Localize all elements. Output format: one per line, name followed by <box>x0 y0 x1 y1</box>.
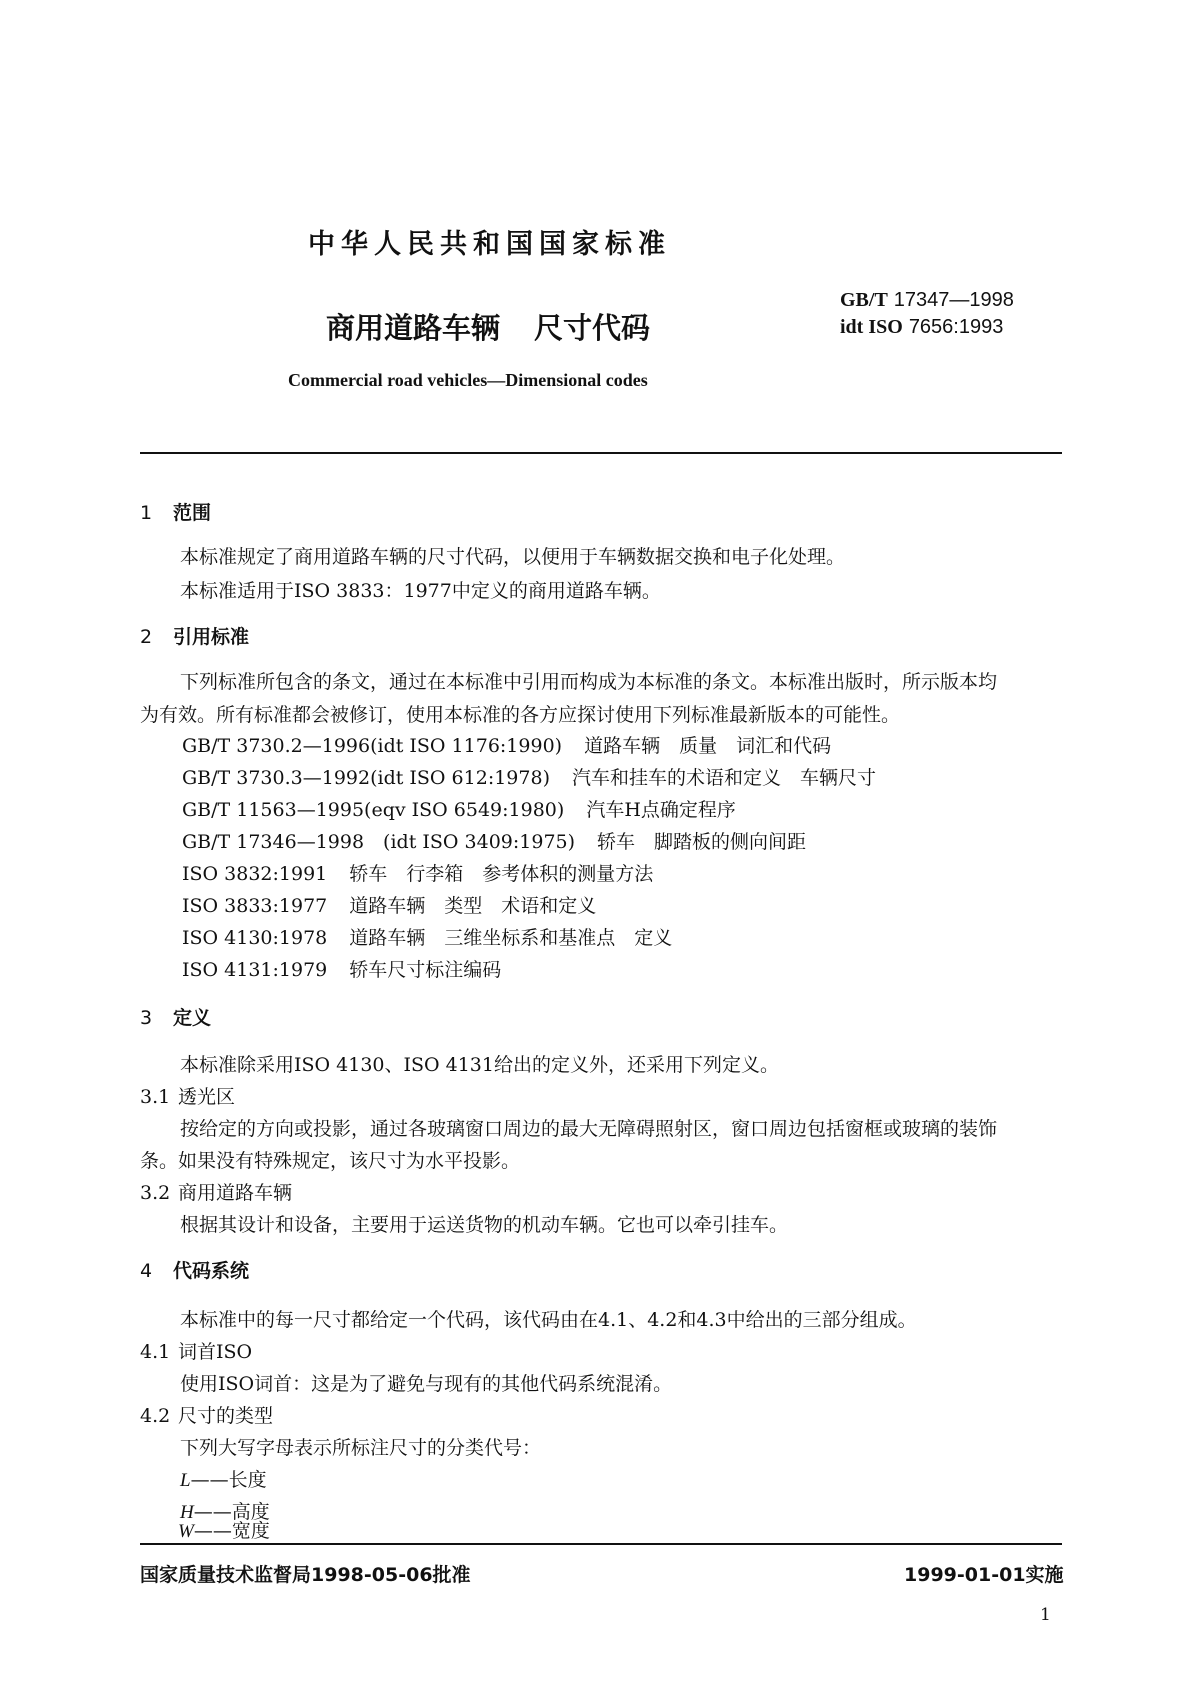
reference-code: ISO 3833:1977 <box>182 895 328 917</box>
definition-3-2-title: 商用道路车辆 <box>178 1182 293 1204</box>
reference-title: 轿车 行李箱 参考体积的测量方法 <box>349 863 654 885</box>
reference-item <box>182 795 736 822</box>
section-1-heading <box>140 498 211 525</box>
dimension-meaning: 长度 <box>228 1469 267 1491</box>
reference-item <box>182 731 831 758</box>
dimension-meaning: 高度 <box>231 1501 270 1523</box>
section-1-number: 1 <box>140 502 153 524</box>
reference-code: GB/T 3730.3—1992(idt ISO 612:1978) <box>182 767 550 789</box>
reference-code: ISO 4131:1979 <box>182 959 328 981</box>
standard-number <box>840 286 1014 313</box>
reference-item <box>182 763 876 790</box>
standard-number-block <box>840 286 1014 340</box>
header-divider <box>140 452 1062 454</box>
idt-number <box>840 313 1014 340</box>
dimension-type-item <box>178 1516 270 1543</box>
section-3-title: 定义 <box>173 1007 212 1029</box>
clause-4-2-heading <box>140 1401 273 1428</box>
definition-3-1-number: 3.1 <box>140 1086 171 1108</box>
section-2-heading <box>140 622 249 649</box>
reference-item <box>182 827 806 854</box>
implementation-line: 1999-01-01实施 <box>904 1564 1064 1586</box>
footer-divider <box>140 1543 1062 1545</box>
section-3-heading <box>140 1003 211 1030</box>
reference-item <box>182 859 653 886</box>
section-1-paragraph-1: 本标准规定了商用道路车辆的尺寸代码，以便用于车辆数据交换和电子化处理。 <box>180 546 846 568</box>
reference-title: 汽车H点确定程序 <box>586 799 736 821</box>
reference-code: ISO 4130:1978 <box>182 927 328 949</box>
definition-3-2-paragraph: 根据其设计和设备，主要用于运送货物的机动车辆。它也可以牵引挂车。 <box>180 1214 789 1236</box>
definition-3-1-heading <box>140 1082 235 1109</box>
title-part2: 尺寸代码 <box>534 311 651 345</box>
section-2-paragraph-line-1: 下列标准所包含的条文，通过在本标准中引用而构成为本标准的条文。本标准出版时，所示版本均 <box>180 671 998 693</box>
reference-code: GB/T 17346—1998 (idt ISO 3409:1975) <box>182 831 576 853</box>
dimension-type-item <box>180 1465 267 1492</box>
idt-number-value: 7656:1993 <box>908 316 1004 338</box>
section-2-paragraph-line-2: 为有效。所有标准都会被修订，使用本标准的各方应探讨使用下列标准最新版本的可能性。 <box>140 704 901 726</box>
section-1-title: 范围 <box>173 502 212 524</box>
section-4-paragraph: 本标准中的每一尺寸都给定一个代码，该代码由在4.1、4.2和4.3中给出的三部分组成。 <box>180 1309 917 1331</box>
reference-title: 汽车和挂车的术语和定义 车辆尺寸 <box>572 767 877 789</box>
english-title: Commercial road vehicles—Dimensional codes <box>288 370 648 390</box>
reference-title: 道路车辆 类型 术语和定义 <box>349 895 597 917</box>
dimension-dash: —— <box>190 1469 229 1491</box>
clause-4-2-title: 尺寸的类型 <box>178 1405 274 1427</box>
reference-code: GB/T 3730.2—1996(idt ISO 1176:1990) <box>182 735 563 757</box>
dimension-dash: —— <box>193 1501 232 1523</box>
std-prefix: GB/T <box>840 289 888 311</box>
title-part1: 商用道路车辆 <box>326 311 501 345</box>
section-3-number: 3 <box>140 1007 153 1029</box>
std-number: 17347—1998 <box>893 289 1014 311</box>
section-4-heading <box>140 1256 249 1283</box>
reference-code: GB/T 11563—1995(eqv ISO 6549:1980) <box>182 799 565 821</box>
section-4-title: 代码系统 <box>173 1260 250 1282</box>
national-standard-heading: 中华人民共和国国家标准 <box>308 229 671 260</box>
definition-3-1-line-2: 条。如果没有特殊规定，该尺寸为水平投影。 <box>140 1150 521 1172</box>
section-1-paragraph-2: 本标准适用于ISO 3833：1977中定义的商用道路车辆。 <box>180 580 661 602</box>
dimension-letter: H <box>180 1502 194 1523</box>
reference-title: 轿车尺寸标注编码 <box>349 959 502 981</box>
dimension-meaning: 宽度 <box>231 1520 270 1542</box>
clause-4-2-number: 4.2 <box>140 1405 171 1427</box>
reference-item <box>182 923 672 950</box>
section-2-number: 2 <box>140 626 153 648</box>
clause-4-1-paragraph: 使用ISO词首：这是为了避免与现有的其他代码系统混淆。 <box>180 1373 673 1395</box>
idt-prefix: idt ISO <box>840 316 903 338</box>
reference-title: 道路车辆 三维坐标系和基准点 定义 <box>349 927 673 949</box>
approval-line: 国家质量技术监督局1998-05-06批准 <box>140 1564 471 1586</box>
clause-4-1-heading <box>140 1337 252 1364</box>
reference-title: 道路车辆 质量 词汇和代码 <box>584 735 832 757</box>
definition-3-2-heading <box>140 1178 292 1205</box>
clause-4-2-paragraph: 下列大写字母表示所标注尺寸的分类代号： <box>180 1437 542 1459</box>
definition-3-2-number: 3.2 <box>140 1182 171 1204</box>
standard-title <box>326 306 650 347</box>
page-number: 1 <box>1040 1605 1051 1625</box>
section-2-title: 引用标准 <box>173 626 250 648</box>
dimension-letter: L <box>180 1470 191 1491</box>
reference-item <box>182 955 501 982</box>
clause-4-1-number: 4.1 <box>140 1341 171 1363</box>
dimension-letter: W <box>178 1521 194 1542</box>
reference-title: 轿车 脚踏板的侧向间距 <box>597 831 807 853</box>
definition-3-1-line-1: 按给定的方向或投影，通过各玻璃窗口周边的最大无障碍照射区，窗口周边包括窗框或玻璃的装饰 <box>180 1118 998 1140</box>
definition-3-1-title: 透光区 <box>178 1086 236 1108</box>
section-4-number: 4 <box>140 1260 153 1282</box>
reference-code: ISO 3832:1991 <box>182 863 328 885</box>
section-3-paragraph: 本标准除采用ISO 4130、ISO 4131给出的定义外，还采用下列定义。 <box>180 1054 779 1076</box>
dimension-dash: —— <box>193 1520 232 1542</box>
clause-4-1-title: 词首ISO <box>178 1341 253 1363</box>
reference-item <box>182 891 596 918</box>
